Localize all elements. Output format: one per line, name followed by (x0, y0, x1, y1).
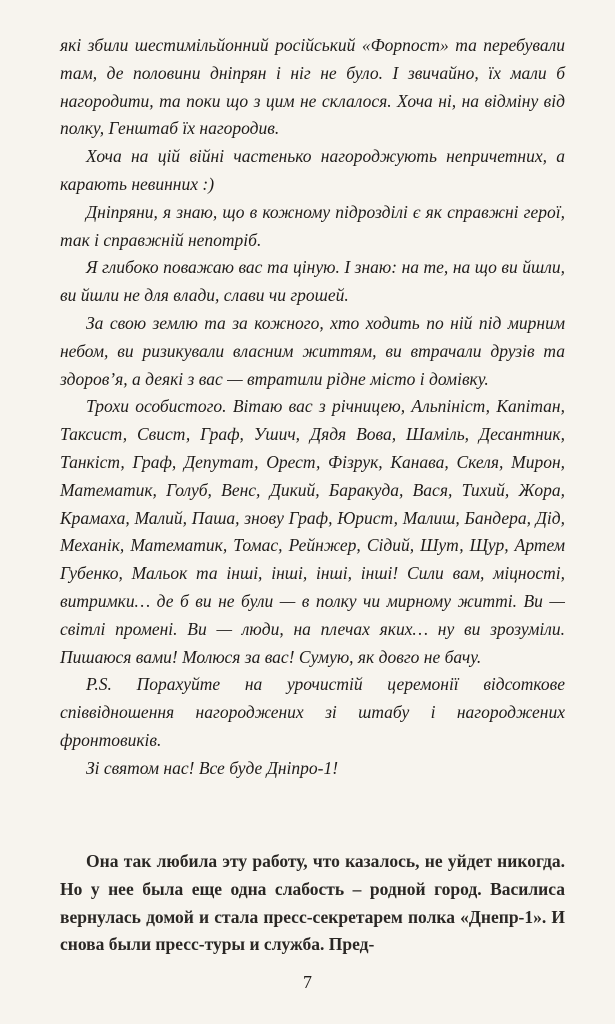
paragraph-1: які збили шестимільйонний російський «Форпост» та перебували там, де половини дніпрян і ніг не було. І звичайно, їх мали б нагородити, та поки що з цим не склалося. Хоча ні, на відміну від полку, Генштаб їх нагородив. (60, 35, 565, 139)
paragraph-4: Я глибоко поважаю вас та ціную. І знаю: на те, на що ви йшли, ви йшли не для влади, слави чи грошей. (60, 257, 565, 306)
paragraph-2: Хоча на цій війні частенько нагороджують непричетних, а карають невинних :) (60, 146, 565, 194)
paragraph-3: Дніпряни, я знаю, що в кожному підрозділі є як справжні герої, так і справжній непотріб. (60, 201, 565, 250)
narrative-paragraph: Она так любила эту работу, что казалось, не уйдет никогда. Но у нее была еще одна слабость – родной город. Василиса вернулась домой и стала пресс-секретарем полка «Днепр-1». И снова были пресс-туры и служба. Пред- (60, 851, 565, 955)
paragraph-6: Трохи особистого. Вітаю вас з річницею, Альпініст, Капітан, Таксист, Свист, Граф, Ушич, Дядя Вова, Шаміль, Десантник, Танкіст, Граф, Депутат, Орест, Фізрук, Канава, Скеля, Мирон, Математик, Голуб, Венс, Дикий, Баракуда, Вася, Тихий, Жора, Крамаха, Малий, Паша, знову Граф, Юрист, Малиш, Бандера, Дід, Механік, Математик, Томас, Рейнжер, Сідий, Шут, Щур, Артем Губенко, Мальок та інші, інші, інші, інші! Сили вам, міцності, витримки… де б ви не були — в полку чи мирному житті. Ви — світлі промені. Ви — люди, на плечах яких… ну ви зрозуміли. Пишаюся вами! Молюся за вас! Сумую, як довго не бачу. (60, 396, 565, 667)
paragraph-5: За свою землю та за кожного, хто ходить по ній під мирним небом, ви ризикували власним життям, ви втрачали друзів та здоров’я, а деякі з вас — втратили рідне місто і домівку. (60, 312, 565, 389)
ukrainian-post-text (60, 32, 565, 783)
russian-narrative-text (60, 848, 565, 959)
paragraph-closing: Зі святом нас! Все буде Дніпро-1! (86, 757, 339, 778)
page-number: 7 (303, 972, 312, 992)
paragraph-ps: P.S. Порахуйте на урочистій церемонії відсоткове співвідношення нагороджених зі штабу і нагороджених фронтовиків. (60, 674, 565, 750)
